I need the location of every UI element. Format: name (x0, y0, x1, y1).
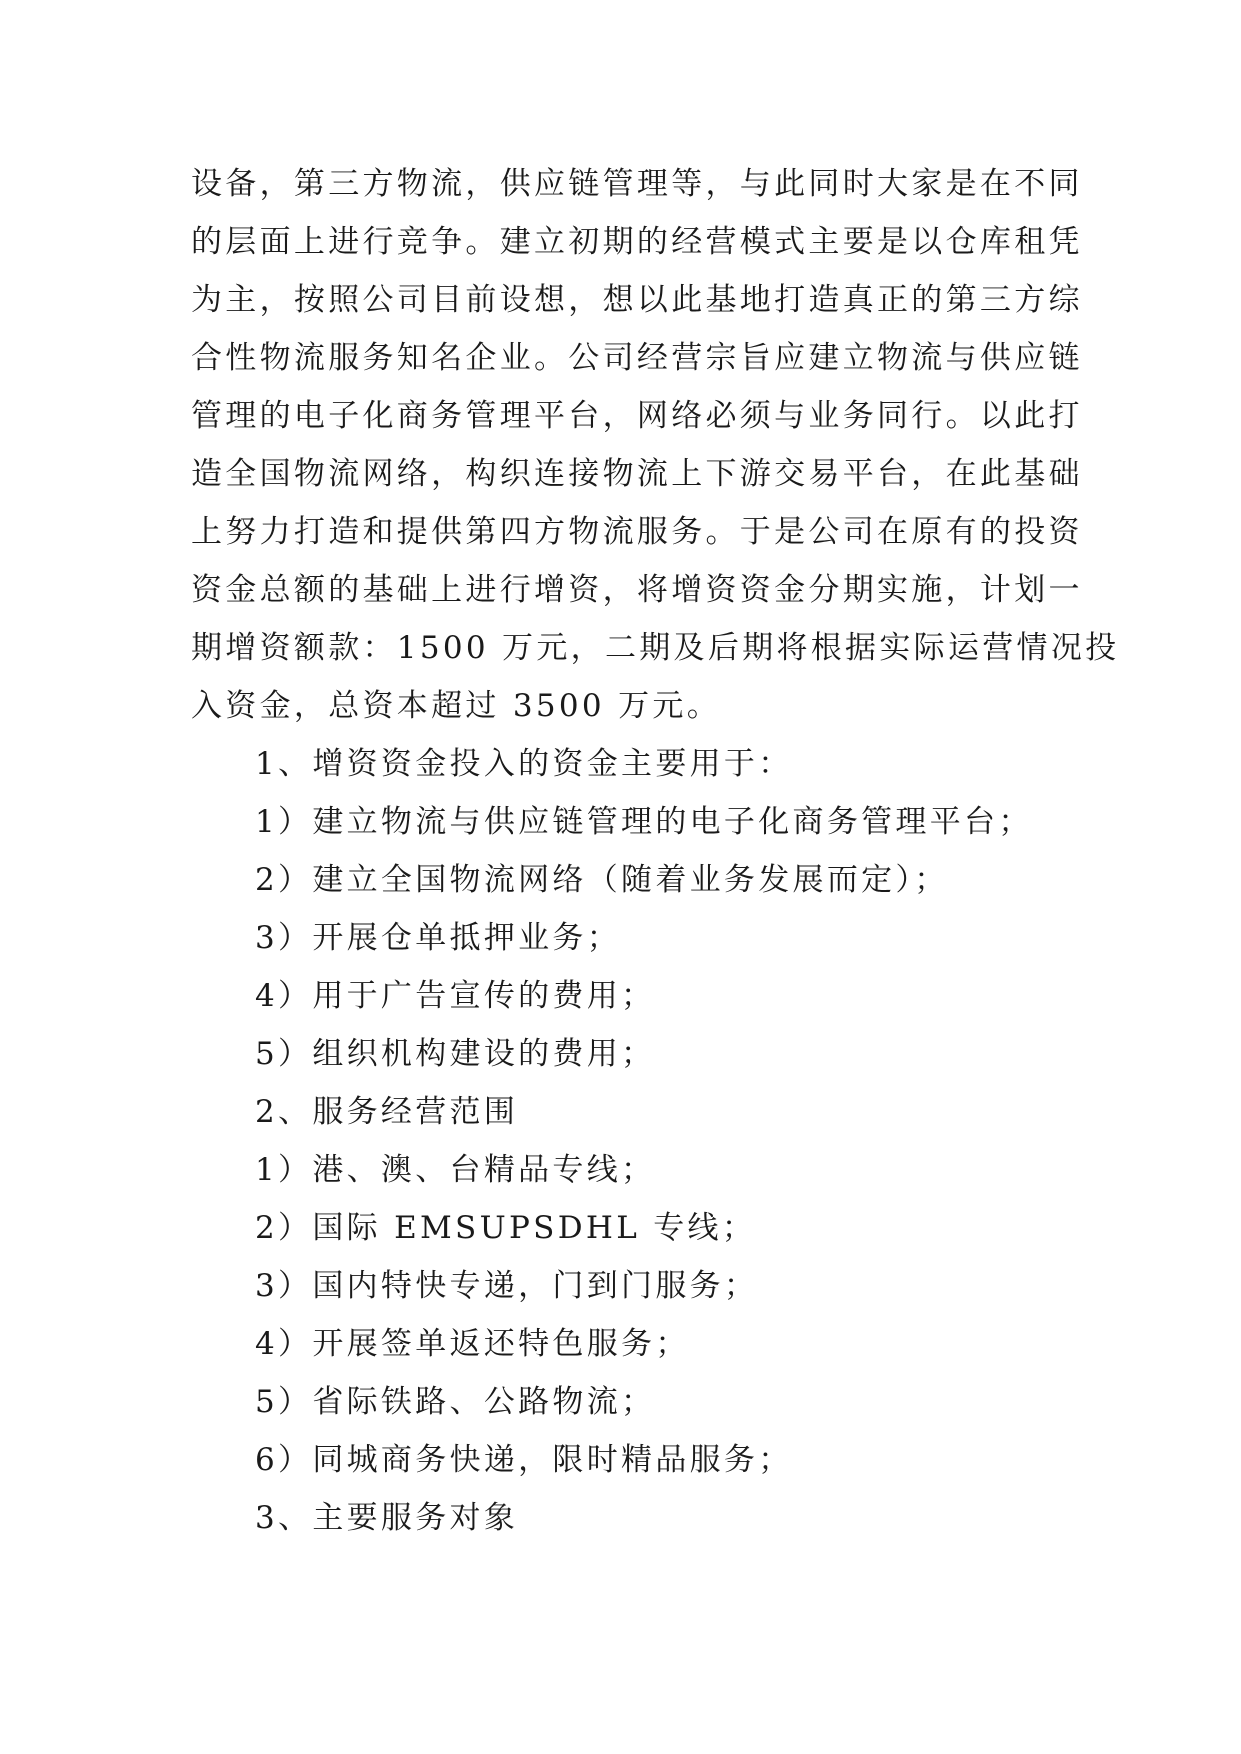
paragraph-line: 的层面上进行竞争。建立初期的经营模式主要是以仓库租凭 (191, 224, 1083, 260)
list-item: 2）国际 EMSUPSDHL 专线； (255, 1210, 757, 1246)
list-item: 5）省际铁路、公路物流； (255, 1384, 656, 1420)
paragraph-line: 资金总额的基础上进行增资，将增资资金分期实施，计划一 (191, 572, 1083, 608)
section-heading-funding-use: 1、增资资金投入的资金主要用于： (255, 746, 793, 782)
paragraph-line: 上努力打造和提供第四方物流服务。于是公司在原有的投资 (191, 514, 1083, 550)
section-heading-service-targets: 3、主要服务对象 (255, 1500, 519, 1536)
list-item: 4）用于广告宣传的费用； (255, 978, 656, 1014)
paragraph-line: 合性物流服务知名企业。公司经营宗旨应建立物流与供应链 (191, 340, 1083, 376)
paragraph-line: 造全国物流网络，构织连接物流上下游交易平台，在此基础 (191, 456, 1083, 492)
list-item: 5）组织机构建设的费用； (255, 1036, 656, 1072)
section-heading-service-scope: 2、服务经营范围 (255, 1094, 519, 1130)
paragraph-line: 为主，按照公司目前设想，想以此基地打造真正的第三方综 (191, 282, 1083, 318)
paragraph-line: 入资金，总资本超过 3500 万元。 (191, 688, 721, 724)
paragraph-line: 设备，第三方物流，供应链管理等，与此同时大家是在不同 (191, 166, 1083, 202)
paragraph-line: 期增资额款：1500 万元，二期及后期将根据实际运营情况投 (191, 630, 1120, 666)
paragraph-line: 管理的电子化商务管理平台，网络必须与业务同行。以此打 (191, 398, 1083, 434)
list-item: 6）同城商务快递，限时精品服务； (255, 1442, 793, 1478)
list-item: 4）开展签单返还特色服务； (255, 1326, 690, 1362)
list-item: 1）港、澳、台精品专线； (255, 1152, 656, 1188)
list-item: 2）建立全国物流网络（随着业务发展而定）； (255, 862, 949, 898)
document-body (191, 155, 1120, 1547)
list-item: 1）建立物流与供应链管理的电子化商务管理平台； (255, 804, 1033, 840)
list-item: 3）国内特快专递，门到门服务； (255, 1268, 759, 1304)
list-item: 3）开展仓单抵押业务； (255, 920, 622, 956)
